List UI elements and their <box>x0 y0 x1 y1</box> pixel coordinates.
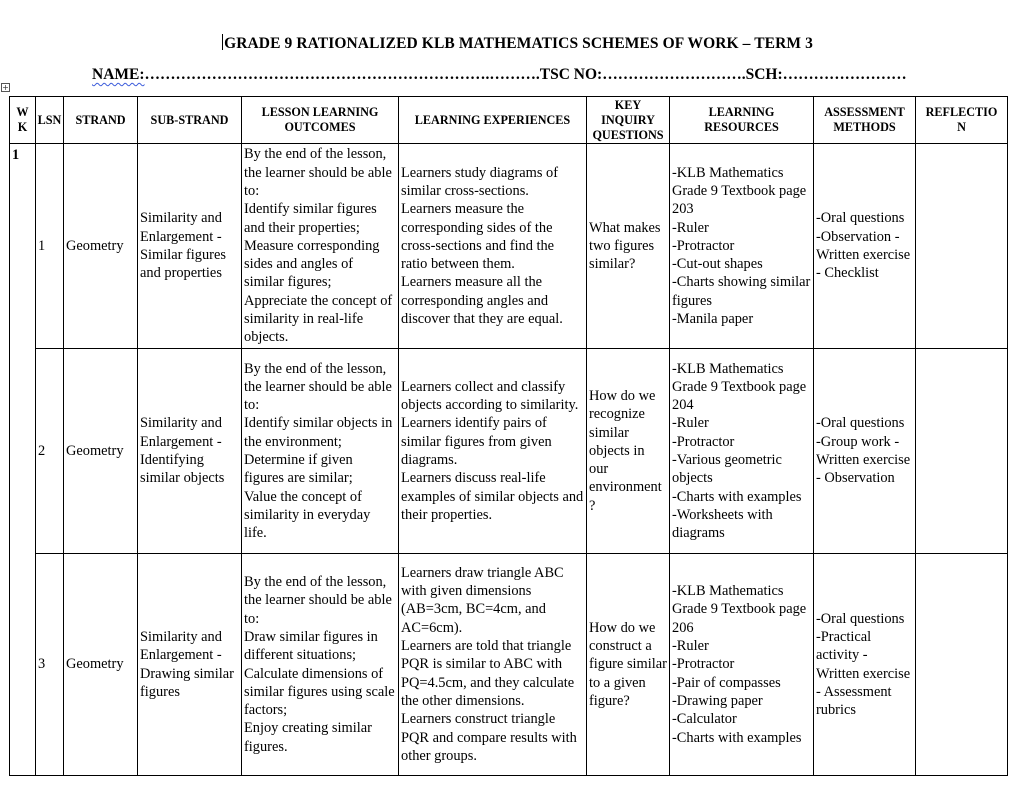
outcomes-cell: By the end of the lesson, the learner should be able to: Identify similar figures and their properties; Measure corresponding sides and angles of similar figures; Appreciate the concept of similarity in real-life objects. <box>242 144 399 349</box>
strand-cell: Geometry <box>64 144 138 349</box>
document-title-text: GRADE 9 RATIONALIZED KLB MATHEMATICS SCHEMES OF WORK – TERM 3 <box>224 35 813 52</box>
sub-strand-cell: Similarity and Enlargement - Drawing similar figures <box>138 554 242 776</box>
header-reflection: REFLECTIO N <box>916 97 1008 144</box>
strand-cell: Geometry <box>64 554 138 776</box>
table-row <box>10 349 1008 554</box>
header-wk: W K <box>10 97 36 144</box>
strand-cell: Geometry <box>64 349 138 554</box>
header-strand: STRAND <box>64 97 138 144</box>
reflection-cell[interactable] <box>916 144 1008 349</box>
text-cursor <box>222 34 223 50</box>
outcomes-cell: By the end of the lesson, the learner should be able to: Identify similar objects in the environment; Determine if given figures are similar; Value the concept of similarity in everyday life. <box>242 349 399 554</box>
inquiry-cell: How do we construct a figure similar to a given figure? <box>587 554 670 776</box>
experiences-cell: Learners draw triangle ABC with given dimensions (AB=3cm, BC=4cm, and AC=6cm). Learners are told that triangle PQR is similar to ABC with PQ=4.5cm, and they calculate the other dimensions. Learners construct triangle PQR and compare results with other groups. <box>399 554 587 776</box>
assessment-cell: -Oral questions -Group work - Written exercise - Observation <box>814 349 916 554</box>
assessment-cell: -Oral questions -Observation - Written exercise - Checklist <box>814 144 916 349</box>
header-lsn: LSN <box>36 97 64 144</box>
page-title <box>0 34 1035 53</box>
outcomes-cell: By the end of the lesson, the learner should be able to: Draw similar figures in different situations; Calculate dimensions of similar figures using scale factors; Enjoy creating similar figures. <box>242 554 399 776</box>
name-fill: ………………………………………………………….………. <box>144 66 540 83</box>
table-row <box>10 144 1008 349</box>
table-row <box>10 554 1008 776</box>
sch-label: SCH: <box>745 66 783 83</box>
sch-fill: …………………… <box>782 66 907 83</box>
lsn-cell: 2 <box>36 349 64 554</box>
header-outcomes: LESSON LEARNING OUTCOMES <box>242 97 399 144</box>
header-experiences: LEARNING EXPERIENCES <box>399 97 587 144</box>
reflection-cell[interactable] <box>916 349 1008 554</box>
tsc-fill: ………………………. <box>602 66 746 83</box>
sub-strand-cell: Similarity and Enlargement - Similar figures and properties <box>138 144 242 349</box>
reflection-cell[interactable] <box>916 554 1008 776</box>
resources-cell: -KLB Mathematics Grade 9 Textbook page 203 -Ruler -Protractor -Cut-out shapes -Charts showing similar figures -Manila paper <box>670 144 814 349</box>
week-cell: 1 <box>10 144 36 776</box>
schemes-of-work-table <box>9 96 1008 776</box>
name-label: NAME: <box>92 66 145 83</box>
table-move-handle-icon[interactable]: + <box>2 83 9 92</box>
sub-strand-cell: Similarity and Enlargement - Identifying similar objects <box>138 349 242 554</box>
experiences-cell: Learners collect and classify objects according to similarity. Learners identify pairs of similar figures from given diagrams. Learners discuss real-life examples of similar objects and their properties. <box>399 349 587 554</box>
experiences-cell: Learners study diagrams of similar cross-sections. Learners measure the corresponding sides of the cross-sections and find the ratio between them. Learners measure all the corresponding angles and discover that they are equal. <box>399 144 587 349</box>
assessment-cell: -Oral questions -Practical activity - Written exercise - Assessment rubrics <box>814 554 916 776</box>
table-header-row <box>10 97 1008 144</box>
header-sub-strand: SUB-STRAND <box>138 97 242 144</box>
resources-cell: -KLB Mathematics Grade 9 Textbook page 206 -Ruler -Protractor -Pair of compasses -Drawing paper -Calculator -Charts with examples <box>670 554 814 776</box>
teacher-details-line <box>92 66 907 84</box>
inquiry-cell: How do we recognize similar objects in our environment? <box>587 349 670 554</box>
header-assessment: ASSESSMENT METHODS <box>814 97 916 144</box>
lsn-cell: 1 <box>36 144 64 349</box>
header-resources: LEARNING RESOURCES <box>670 97 814 144</box>
resources-cell: -KLB Mathematics Grade 9 Textbook page 204 -Ruler -Protractor -Various geometric objects -Charts with examples -Worksheets with diagrams <box>670 349 814 554</box>
inquiry-cell: What makes two figures similar? <box>587 144 670 349</box>
tsc-label: TSC NO: <box>539 66 603 83</box>
header-inquiry: KEY INQUIRY QUESTIONS <box>587 97 670 144</box>
lsn-cell: 3 <box>36 554 64 776</box>
